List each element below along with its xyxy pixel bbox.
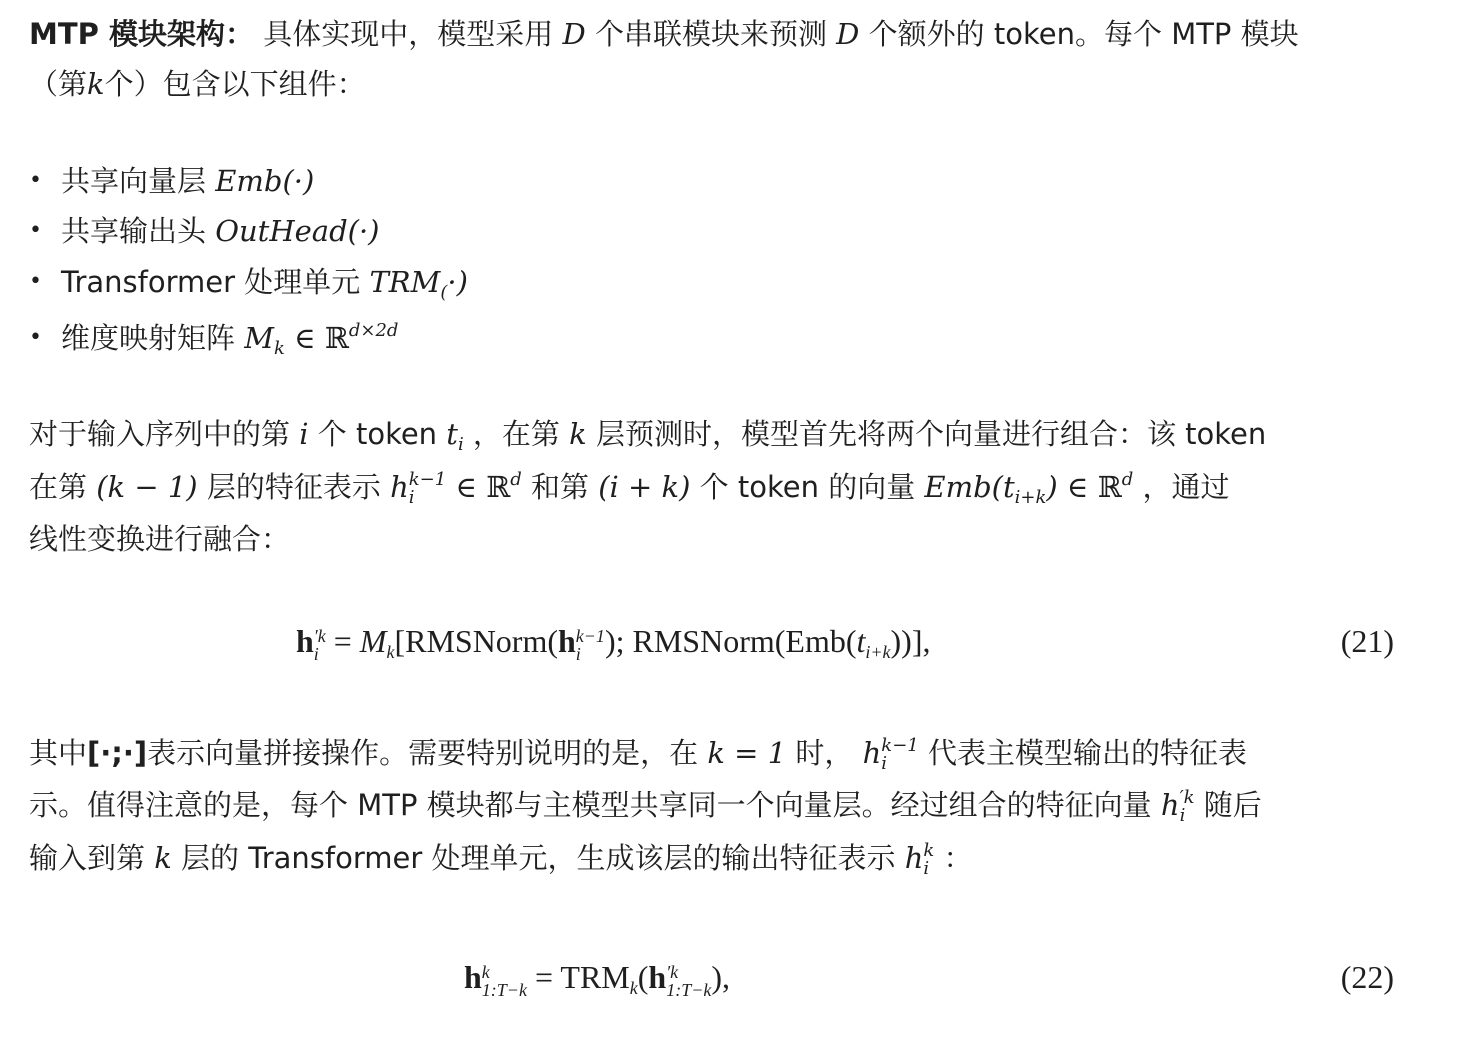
para-text: 线性变换进行融合： (29, 522, 291, 556)
equation-22 (464, 955, 730, 999)
math-sup: d (1121, 469, 1134, 490)
math-sup: k−1 (575, 625, 605, 646)
bullet-dot: • (29, 218, 42, 243)
math-i-plus-k: (i + k) (598, 470, 691, 504)
math-k: k (154, 841, 172, 875)
list-item-label: Transformer 处理单元 (61, 265, 361, 299)
math-h-bold: h (464, 959, 482, 995)
equation-21 (296, 619, 930, 663)
math-close: ), (711, 959, 730, 995)
para1-line-1 (29, 414, 1266, 454)
math-script (409, 471, 446, 507)
math-in: ∈ (455, 470, 477, 504)
para-text: 随后 (1203, 788, 1262, 822)
list-item-math: OutHead(·) (215, 214, 380, 248)
math-script (881, 737, 918, 773)
para-text: 个 token 的向量 (699, 470, 916, 504)
para2-line-3 (29, 838, 973, 878)
intro-line-2 (29, 64, 366, 104)
math-sup: k−1 (408, 469, 447, 490)
math-sub: 1:T−k (481, 979, 527, 1000)
para2-line-1 (29, 733, 1247, 773)
para-text: 输入到第 (29, 841, 146, 875)
math-M: M (244, 321, 274, 355)
math-sup: ′k (1179, 787, 1195, 808)
para-text: 层预测时，模型首先将两个向量进行组合：该 token (595, 417, 1267, 451)
math-equals: = (325, 623, 360, 659)
math-in: ∈ (1066, 470, 1089, 504)
math-h: h (390, 470, 409, 504)
math-t-i (446, 417, 464, 455)
math-script (1180, 789, 1195, 825)
para1-line-2 (29, 467, 1229, 507)
bullet-dot: • (29, 325, 42, 350)
list-item-label: 共享输出头 (61, 214, 207, 248)
para-text: ，通过 (1142, 470, 1230, 504)
math-sub: ( (440, 282, 448, 303)
math-sub: i (923, 858, 930, 879)
math-h-bold: h (558, 623, 576, 659)
intro-text: 个）包含以下组件： (104, 67, 366, 101)
list-item-math: Emb(·) (215, 164, 315, 198)
para-text: ，在第 (472, 417, 560, 451)
section-heading: MTP 模块架构： (29, 17, 254, 51)
math-h: h (904, 841, 924, 875)
list-item-label: 共享向量层 (61, 164, 207, 198)
math-D: D (836, 17, 860, 51)
math-script (482, 963, 527, 999)
math-script (314, 627, 326, 663)
math-k: k (87, 67, 105, 101)
para-text: 在第 (29, 470, 88, 504)
para-text: 对于输入序列中的第 (29, 417, 291, 451)
math-sub: i (313, 643, 319, 664)
equation-number-22: (22) (1340, 959, 1394, 995)
para-text: 代表主模型输出的特征表 (927, 736, 1247, 770)
math-M: M (359, 623, 387, 659)
math-h-bold: h (648, 959, 667, 995)
math-script (576, 627, 605, 663)
intro-text: 个串联模块来预测 (594, 17, 827, 51)
math-sub: k (629, 978, 638, 998)
math-reals: ℝ (324, 321, 349, 355)
list-item-math (244, 321, 285, 359)
math-h-k (904, 840, 935, 879)
math-h-bold: h (296, 623, 314, 659)
math-sup: k (923, 840, 935, 861)
math-tail: ·) (447, 265, 468, 299)
bullet-dot: • (29, 269, 42, 294)
math-sub: k (386, 642, 395, 662)
para-text: 表示向量拼接操作。需要特别说明的是，在 (147, 736, 699, 770)
math-open: ( (637, 959, 649, 995)
eq21-lhs (296, 623, 326, 664)
math-body: [RMSNorm( (394, 623, 558, 659)
math-reals: ℝ (486, 470, 511, 504)
list-item (61, 318, 398, 358)
math-sub: i (881, 753, 888, 774)
math-sup: k (481, 961, 490, 982)
para2-line-2 (29, 785, 1262, 825)
math-h-i (390, 469, 447, 508)
math-k-minus-1: (k − 1) (96, 470, 198, 504)
math-sub: 1:T−k (666, 979, 712, 1000)
list-item (61, 262, 468, 302)
para-text: 时， (795, 736, 854, 770)
math-emb-head: Emb(t (924, 470, 1015, 504)
math-trm: TRM (369, 265, 441, 299)
math-sub: k (273, 338, 285, 359)
math-emb (924, 470, 1058, 508)
bullet-dot: • (29, 168, 42, 193)
math-k-eq-1: k = 1 (707, 736, 787, 770)
math-t: t (446, 417, 458, 451)
math-in: ∈ (294, 321, 316, 355)
math-reals: ℝ (1097, 470, 1122, 504)
para-text: 个 token (317, 417, 438, 451)
math-k: k (569, 417, 587, 451)
math-sup: ′k (313, 625, 326, 646)
math-sub: i (457, 434, 464, 455)
math-t: t (856, 623, 866, 659)
para1-line-3 (29, 519, 290, 559)
math-close: ) (1046, 470, 1058, 504)
math-sup: ′k (666, 961, 679, 982)
para-text: 和第 (530, 470, 589, 504)
math-sub: i (575, 643, 581, 664)
math-sup: k−1 (881, 735, 919, 756)
intro-text: 具体实现中，模型采用 (263, 17, 554, 51)
math-sup: d (510, 469, 522, 490)
intro-text: （第 (29, 67, 88, 101)
math-script (666, 963, 711, 999)
equation-number-21: (21) (1340, 623, 1394, 659)
math-sub: i (1179, 805, 1186, 826)
math-sub: i+k (1014, 487, 1047, 508)
math-bracket: [·;·] (87, 736, 148, 770)
math-trm: = TRM (526, 959, 630, 995)
math-script (923, 842, 934, 878)
math-h-i (862, 735, 919, 774)
math-h: h (1160, 788, 1180, 822)
intro-text: 个额外的 token。每个 MTP 模块 (868, 17, 1299, 51)
list-item-label: 维度映射矩阵 (61, 321, 236, 355)
para-text: 层的特征表示 (206, 470, 381, 504)
math-sup: d×2d (348, 320, 399, 341)
math-body: ); RMSNorm(Emb( (604, 623, 857, 659)
para-text: 其中 (29, 736, 88, 770)
para-text: 示。值得注意的是，每个 MTP 模块都与主模型共享同一个向量层。经过组合的特征向量 (29, 788, 1152, 822)
list-item-math (369, 265, 468, 303)
math-sub: i+k (865, 642, 891, 662)
math-body: ))], (890, 623, 931, 659)
math-h: h (862, 736, 882, 770)
math-i: i (299, 417, 309, 451)
para-text: ： (943, 841, 973, 875)
math-h-prime (1160, 787, 1195, 826)
list-item (61, 211, 380, 251)
list-item (61, 161, 314, 201)
para-text: 层的 Transformer 处理单元，生成该层的输出特征表示 (181, 841, 896, 875)
math-D: D (562, 17, 586, 51)
intro-line-1 (29, 14, 1299, 54)
math-sub: i (408, 487, 415, 508)
